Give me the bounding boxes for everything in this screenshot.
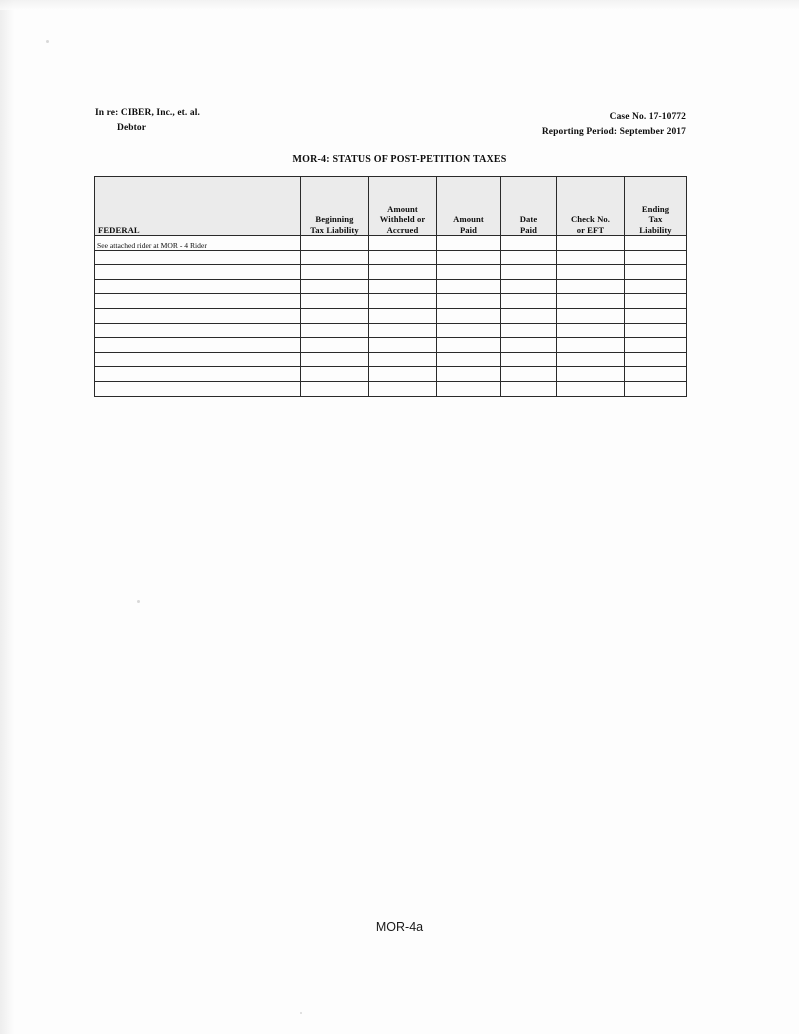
document-header-right [542,110,686,140]
in-re-line: In re: CIBER, Inc., et. al. [95,108,200,118]
reporting-period: Reporting Period: September 2017 [541,127,686,137]
table-cell [557,250,625,265]
table-cell [625,294,687,309]
table-cell [369,338,437,353]
table-cell [501,236,557,251]
table-cell [557,294,625,309]
scan-edge-top [0,0,799,10]
table-row [95,294,687,309]
table-cell [369,308,437,323]
table-cell [301,367,369,382]
table-cell [557,236,625,251]
table-cell [557,338,625,353]
column-header-federal [95,177,301,236]
column-header-amount-withheld-or-accrued [369,177,437,236]
table-cell [301,338,369,353]
table-cell-description [95,294,301,309]
table-cell-description [95,323,301,338]
table-header-row [95,177,687,236]
table-cell [437,352,501,367]
table-cell [501,265,557,280]
table-row [95,236,687,251]
table-cell [557,352,625,367]
column-header-line: Paid [459,224,478,235]
table-cell-description [95,367,301,382]
table-row [95,323,687,338]
table-cell [625,236,687,251]
scan-speck [137,600,140,603]
post-petition-taxes-table [94,176,687,397]
table-cell [501,367,557,382]
table-cell [437,367,501,382]
table-body [95,236,687,397]
table-cell [437,294,501,309]
table-cell [437,338,501,353]
table-cell [301,265,369,280]
column-header-date-paid [501,177,557,236]
table-cell [437,279,501,294]
table-cell [437,236,501,251]
table-cell [369,236,437,251]
table-cell [301,308,369,323]
column-header-line: Check No. [570,214,611,224]
scan-speck [300,1012,302,1014]
table-cell-description [95,250,301,265]
column-header-line: Tax [648,214,663,224]
column-header-line: Paid [519,224,538,235]
table-row [95,308,687,323]
table-cell [501,250,557,265]
table-row [95,265,687,280]
table-cell-description [95,265,301,280]
table-cell [301,323,369,338]
table-cell [301,294,369,309]
table-cell [557,367,625,382]
table-cell [437,265,501,280]
table-cell-description: See attached rider at MOR - 4 Rider [95,236,301,251]
table-cell-description [95,381,301,396]
table-row [95,367,687,382]
column-header-line: Beginning [315,214,354,224]
table-cell [369,367,437,382]
table-cell [625,381,687,396]
table-row [95,279,687,294]
table-cell [501,381,557,396]
table-cell-description [95,338,301,353]
table-cell [557,381,625,396]
page-footer-label: MOR-4a [375,920,424,934]
column-header-amount-paid [437,177,501,236]
table-cell [557,323,625,338]
table-cell [501,294,557,309]
column-header-beginning-tax-liability [301,177,369,236]
column-header-line: Date [519,214,538,224]
column-header-line: Tax Liability [310,224,359,235]
table-row [95,250,687,265]
table-cell-description [95,308,301,323]
column-header-line: Amount [387,203,418,214]
column-header-line: Amount [453,214,484,224]
table-cell [625,279,687,294]
column-header-check-no-or-eft [557,177,625,236]
table-cell [625,250,687,265]
post-petition-taxes-table-wrap [94,176,686,397]
table-cell [557,279,625,294]
table-cell [625,352,687,367]
column-header-line: Accrued [386,224,419,235]
table-cell [501,308,557,323]
table-cell [301,381,369,396]
table-cell [369,352,437,367]
scan-speck [46,40,49,43]
table-cell [369,323,437,338]
table-cell [625,338,687,353]
table-cell [301,250,369,265]
table-cell [437,381,501,396]
table-header [95,177,687,236]
table-cell [369,279,437,294]
column-header-line: Withheld or [379,214,426,224]
table-cell [437,250,501,265]
table-cell [437,323,501,338]
column-header-line: or EFT [576,224,605,235]
table-cell [437,308,501,323]
table-cell [625,308,687,323]
page-title: MOR-4: STATUS OF POST-PETITION TAXES [292,154,507,165]
table-cell [625,323,687,338]
table-cell [301,236,369,251]
column-header-line: FEDERAL [98,224,140,235]
table-cell [301,352,369,367]
table-cell [501,352,557,367]
column-header-ending-tax-liability [625,177,687,236]
case-number: Case No. 17-10772 [609,112,686,122]
column-header-line: Ending [641,203,670,214]
table-row [95,338,687,353]
table-cell [369,265,437,280]
table-cell [557,308,625,323]
table-cell [369,381,437,396]
table-row [95,352,687,367]
table-cell [557,265,625,280]
table-cell [301,279,369,294]
column-header-line: Liability [639,224,672,235]
table-cell [369,250,437,265]
table-cell-description [95,352,301,367]
table-cell [501,279,557,294]
table-cell [625,367,687,382]
table-cell [501,338,557,353]
table-cell-description [95,279,301,294]
debtor-line: Debtor [117,123,147,133]
table-cell [369,294,437,309]
table-cell [501,323,557,338]
table-row [95,381,687,396]
table-cell [625,265,687,280]
document-header-left [95,106,200,136]
